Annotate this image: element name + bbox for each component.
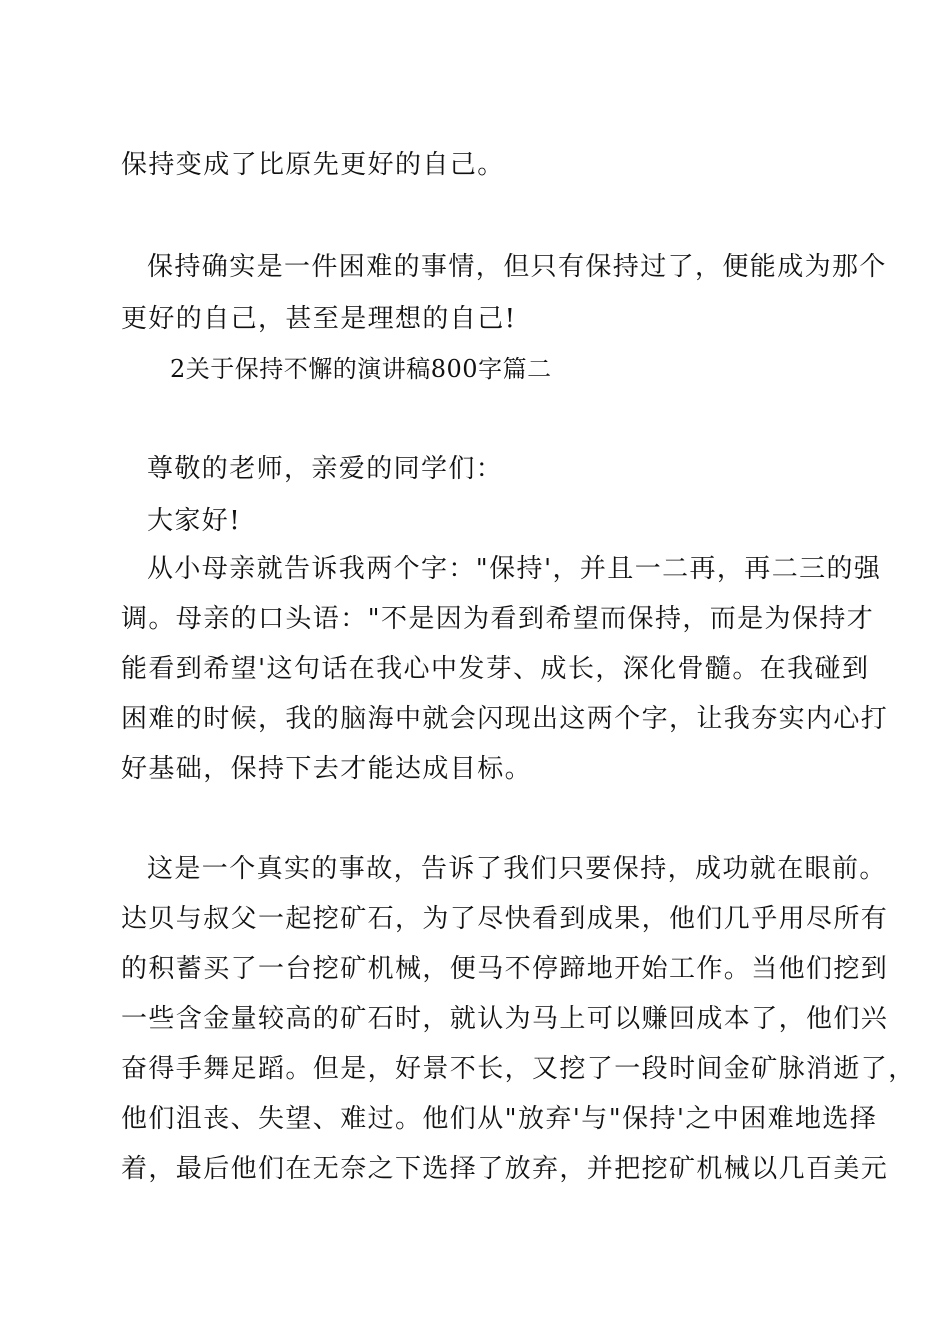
paragraph-4-line-7: 着，最后他们在无奈之下选择了放弃，并把挖矿机械以几百美元 bbox=[121, 1154, 889, 1184]
paragraph-3-line-3: 能看到希望'这句话在我心中发芽、成长，深化骨髓。在我碰到 bbox=[121, 654, 870, 684]
paragraph-4-line-2: 达贝与叔父一起挖矿石，为了尽快看到成果，他们几乎用尽所有 bbox=[121, 904, 889, 934]
paragraph-3-line-1: 从小母亲就告诉我两个字："保持'，并且一二再，再二三的强 bbox=[147, 554, 882, 584]
paragraph-4-line-1: 这是一个真实的事故，告诉了我们只要保持，成功就在眼前。 bbox=[147, 854, 887, 884]
paragraph-2-line-1: 保持确实是一件困难的事情，但只有保持过了，便能成为那个 bbox=[147, 252, 887, 282]
greeting-line: 尊敬的老师，亲爱的同学们： bbox=[147, 454, 504, 484]
paragraph-4-line-3: 的积蓄买了一台挖矿机械，便马不停蹄地开始工作。当他们挖到 bbox=[121, 954, 889, 984]
hello-line: 大家好! bbox=[147, 506, 242, 536]
paragraph-3-line-2: 调。母亲的口头语："不是因为看到希望而保持，而是为保持才 bbox=[121, 604, 875, 634]
paragraph-3-line-5: 好基础，保持下去才能达成目标。 bbox=[121, 754, 533, 784]
section-heading: 2关于保持不懈的演讲稿800字篇二 bbox=[170, 355, 552, 383]
paragraph-4-line-4: 一些含金量较高的矿石时，就认为马上可以赚回成本了，他们兴 bbox=[121, 1004, 889, 1034]
paragraph-4-line-5: 奋得手舞足蹈。但是，好景不长，又挖了一段时间金矿脉消逝了， bbox=[121, 1054, 916, 1084]
paragraph-1-line-1: 保持变成了比原先更好的自己。 bbox=[121, 150, 505, 180]
paragraph-3-line-4: 困难的时候，我的脑海中就会闪现出这两个字，让我夯实内心打 bbox=[121, 704, 889, 734]
paragraph-4-line-6: 他们沮丧、失望、难过。他们从"放弃'与"保持'之中困难地选择 bbox=[121, 1104, 878, 1134]
paragraph-2-line-2: 更好的自己，甚至是理想的自己! bbox=[121, 304, 517, 334]
